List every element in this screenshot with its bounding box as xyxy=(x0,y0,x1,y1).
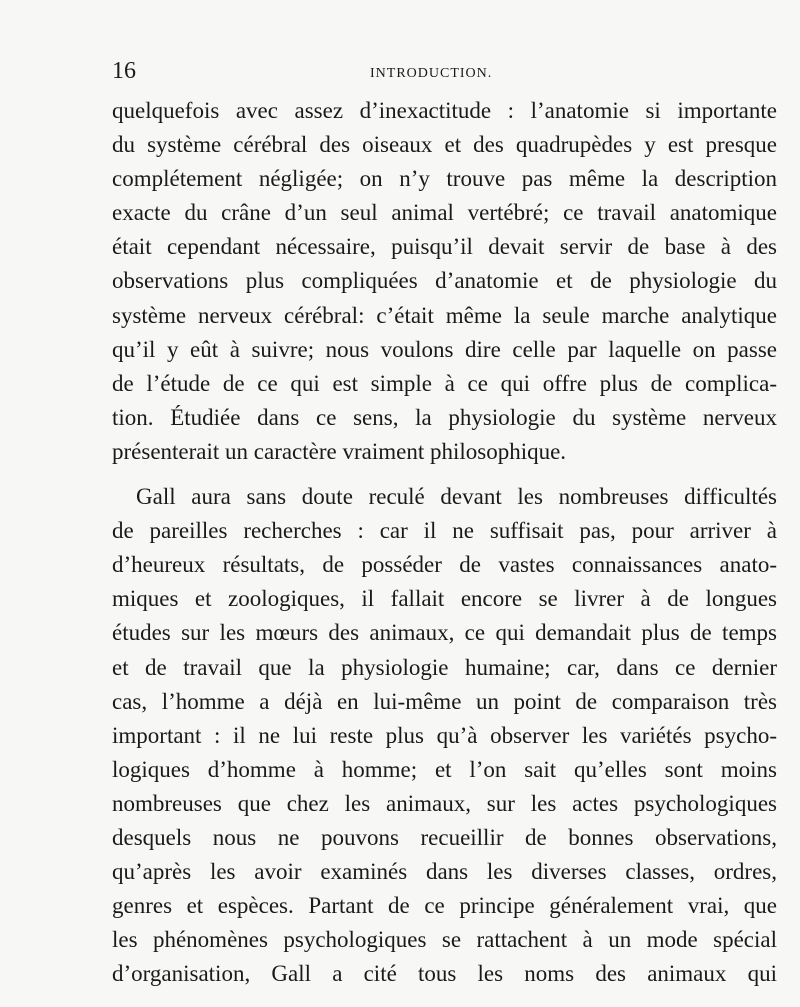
paragraph-1 xyxy=(112,94,777,469)
text-line: exacte du crâne d’un seul animal vertébré; ce travail anatomique xyxy=(112,200,777,226)
text-line: était cependant nécessaire, puisqu’il devait servir de base à des xyxy=(112,234,777,260)
text-line: desquels nous ne pouvons recueillir de bonnes observations, xyxy=(112,824,777,850)
text-line: et de travail que la physiologie humaine; car, dans ce dernier xyxy=(112,654,777,680)
text-line: miques et zoologiques, il fallait encore se livrer à de longues xyxy=(112,586,777,612)
page-number: 16 xyxy=(112,58,136,84)
text-line: les phénomènes psychologiques se rattachent à un mode spécial xyxy=(112,927,777,953)
text-line: présenterait un caractère vraiment philosophique. xyxy=(112,438,567,464)
paragraph-2 xyxy=(112,480,777,991)
text-line: d’heureux résultats, de posséder de vastes connaissances anato- xyxy=(112,552,777,578)
text-line: qu’il y eût à suivre; nous voulons dire celle par laquelle on passe xyxy=(112,336,777,362)
text-line: genres et espèces. Partant de ce principe généralement vrai, que xyxy=(112,893,777,919)
text-line: logiques d’homme à homme; et l’on sait qu’elles sont moins xyxy=(112,756,777,782)
page-header xyxy=(112,58,777,88)
text-line: du système cérébral des oiseaux et des quadrupèdes y est presque xyxy=(112,132,777,158)
text-line: nombreuses que chez les animaux, sur les actes psychologiques xyxy=(112,790,777,816)
text-line: quelquefois avec assez d’inexactitude : l’anatomie si importante xyxy=(112,98,777,123)
text-line: de pareilles recherches : car il ne suffisait pas, pour arriver à xyxy=(112,518,777,544)
paragraph-gap xyxy=(112,469,777,480)
text-line: Gall aura sans doute reculé devant les nombreuses difficultés xyxy=(136,484,777,510)
text-line: de l’étude de ce qui est simple à ce qui offre plus de complica- xyxy=(112,370,777,396)
text-line: important : il ne lui reste plus qu’à observer les variétés psycho- xyxy=(112,722,777,748)
text-line: qu’après les avoir examinés dans les diverses classes, ordres, xyxy=(112,859,777,885)
running-title: INTRODUCTION. xyxy=(370,66,493,81)
text-line: cas, l’homme a déjà en lui-même un point de comparaison très xyxy=(112,688,777,714)
text-line: études sur les mœurs des animaux, ce qui demandait plus de temps xyxy=(112,620,777,646)
text-line: tion. Étudiée dans ce sens, la physiologie du système nerveux xyxy=(112,404,777,430)
text-line: système nerveux cérébral: c’était même la seule marche analytique xyxy=(112,302,777,328)
body-text xyxy=(112,94,777,991)
text-line: complétement négligée; on n’y trouve pas même la description xyxy=(112,166,777,192)
text-line: d’organisation, Gall a cité tous les noms des animaux qui xyxy=(112,961,777,987)
text-line: observations plus compliquées d’anatomie et de physiologie du xyxy=(112,268,777,294)
